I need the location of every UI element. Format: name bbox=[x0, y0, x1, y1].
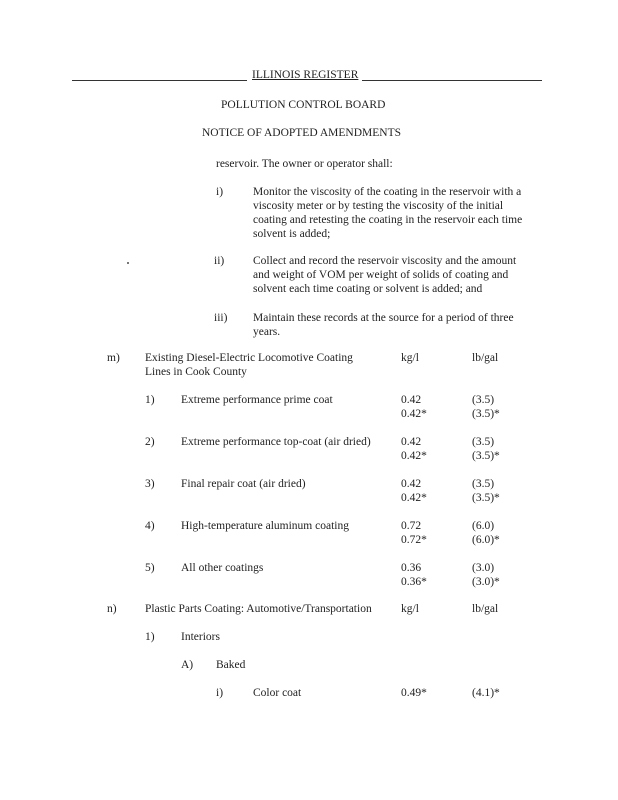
m-item-2-lb: (3.5) bbox=[472, 436, 495, 448]
m-item-2-lb-star: (3.5)* bbox=[472, 450, 500, 462]
m-item-4-kg-star: 0.72* bbox=[401, 534, 427, 546]
m-item-1-lb: (3.5) bbox=[472, 394, 495, 406]
m-item-1-number: 1) bbox=[145, 394, 155, 406]
section-m-title-line-1: Existing Diesel-Electric Locomotive Coating bbox=[145, 352, 353, 364]
m-item-4-number: 4) bbox=[145, 520, 155, 532]
section-n-title: Plastic Parts Coating: Automotive/Transportation bbox=[145, 603, 372, 615]
section-m-unit-kg: kg/l bbox=[401, 352, 419, 364]
m-item-2-kg: 0.42 bbox=[401, 436, 422, 448]
item-iii-line-2: years. bbox=[253, 326, 281, 338]
n-sub3-kg: 0.49* bbox=[401, 687, 427, 699]
m-item-5-kg-star: 0.36* bbox=[401, 576, 427, 588]
m-item-5-lb: (3.0) bbox=[472, 562, 495, 574]
reservoir-intro: reservoir. The owner or operator shall: bbox=[216, 158, 393, 170]
notice-title: NOTICE OF ADOPTED AMENDMENTS bbox=[202, 127, 402, 139]
item-ii-line-1: Collect and record the reservoir viscosity and the amount bbox=[253, 255, 517, 267]
item-ii-number: ii) bbox=[214, 255, 225, 267]
n-sub3-lb: (4.1)* bbox=[472, 687, 500, 699]
m-item-4-name: High-temperature aluminum coating bbox=[181, 520, 349, 532]
section-m-label: m) bbox=[107, 352, 120, 364]
m-item-1-name: Extreme performance prime coat bbox=[181, 394, 333, 406]
n-sub3-name: Color coat bbox=[253, 687, 302, 699]
m-item-3-lb-star: (3.5)* bbox=[472, 492, 500, 504]
item-ii-line-2: and weight of VOM per weight of solids of coating and bbox=[253, 269, 509, 281]
m-item-2-kg-star: 0.42* bbox=[401, 450, 427, 462]
m-item-1-kg-star: 0.42* bbox=[401, 408, 427, 420]
section-m-title-line-2: Lines in Cook County bbox=[145, 366, 247, 378]
section-n-label: n) bbox=[107, 603, 117, 615]
m-item-1-kg: 0.42 bbox=[401, 394, 422, 406]
item-ii-line-3: solvent each time coating or solvent is added; and bbox=[253, 283, 483, 295]
n-sub3-number: i) bbox=[216, 687, 224, 699]
m-item-3-lb: (3.5) bbox=[472, 478, 495, 490]
n-sub2-number: A) bbox=[181, 659, 194, 671]
item-i-line-4: solvent is added; bbox=[253, 228, 331, 240]
m-item-5-number: 5) bbox=[145, 562, 155, 574]
section-n-unit-lb: lb/gal bbox=[472, 603, 499, 615]
m-item-5-kg: 0.36 bbox=[401, 562, 422, 574]
m-item-3-kg: 0.42 bbox=[401, 478, 422, 490]
item-i-line-3: coating and retesting the coating in the reservoir each time bbox=[253, 214, 523, 226]
section-n-unit-kg: kg/l bbox=[401, 603, 419, 615]
m-item-1-lb-star: (3.5)* bbox=[472, 408, 500, 420]
item-iii-number: iii) bbox=[214, 312, 228, 324]
header-rule-right bbox=[362, 80, 542, 81]
item-iii-line-1: Maintain these records at the source for a period of three bbox=[253, 312, 514, 324]
section-m-unit-lb: lb/gal bbox=[472, 352, 499, 364]
m-item-4-lb: (6.0) bbox=[472, 520, 495, 532]
item-i-line-1: Monitor the viscosity of the coating in the reservoir with a bbox=[253, 186, 522, 198]
m-item-3-number: 3) bbox=[145, 478, 155, 490]
register-title: ILLINOIS REGISTER bbox=[252, 69, 359, 81]
m-item-2-name: Extreme performance top-coat (air dried) bbox=[181, 436, 371, 448]
m-item-4-kg: 0.72 bbox=[401, 520, 422, 532]
m-item-3-name: Final repair coat (air dried) bbox=[181, 478, 306, 490]
m-item-5-name: All other coatings bbox=[181, 562, 264, 574]
header-rule-left bbox=[72, 80, 247, 81]
m-item-3-kg-star: 0.42* bbox=[401, 492, 427, 504]
agency-name: POLLUTION CONTROL BOARD bbox=[221, 99, 386, 111]
n-sub2-name: Baked bbox=[216, 659, 246, 671]
scan-speck bbox=[127, 262, 129, 264]
n-sub1-name: Interiors bbox=[181, 631, 220, 643]
item-i-number: i) bbox=[216, 186, 224, 198]
m-item-2-number: 2) bbox=[145, 436, 155, 448]
m-item-5-lb-star: (3.0)* bbox=[472, 576, 500, 588]
item-i-line-2: viscosity meter or by testing the viscosity of the initial bbox=[253, 200, 504, 212]
n-sub1-number: 1) bbox=[145, 631, 155, 643]
m-item-4-lb-star: (6.0)* bbox=[472, 534, 500, 546]
